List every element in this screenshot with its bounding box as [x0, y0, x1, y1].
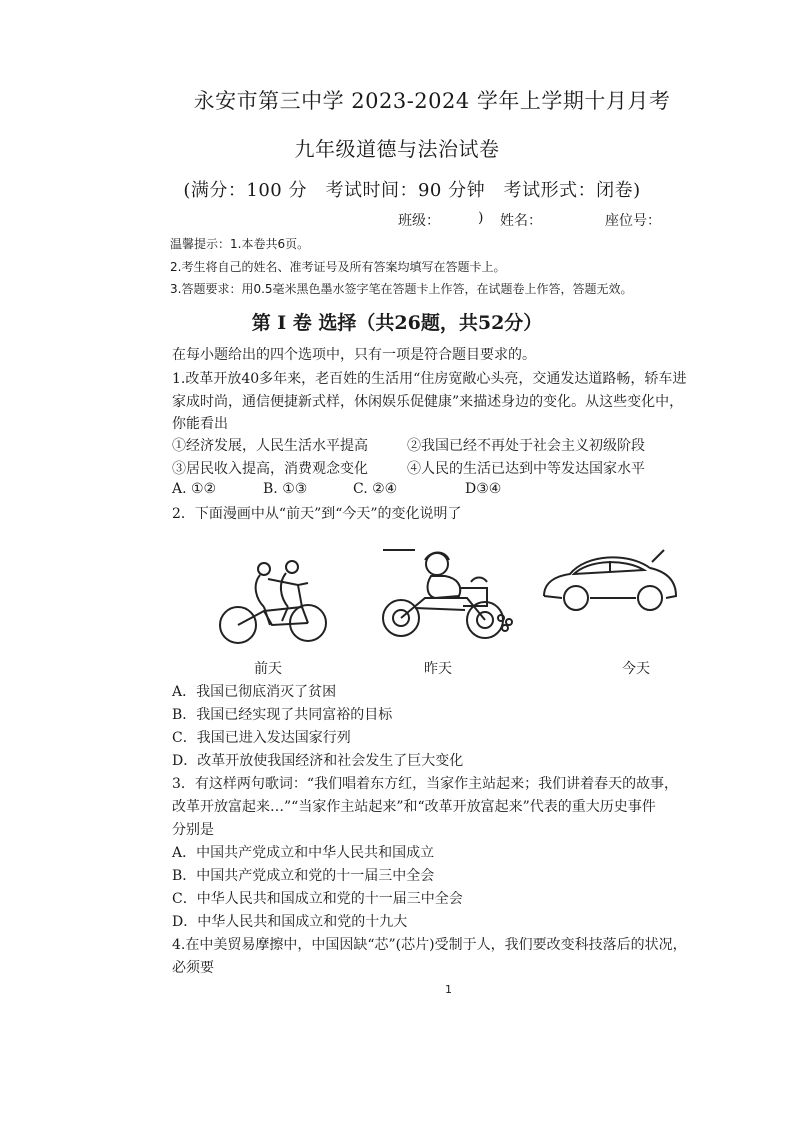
caption-today: 今天	[622, 661, 650, 677]
q2-option-a: A．我国已彻底消灭了贫困	[172, 684, 337, 700]
seat-label: 座位号：	[605, 213, 661, 229]
q1-option-c: C. ②④	[353, 481, 398, 497]
q1-option-d: D③④	[465, 481, 502, 497]
q1-statement-4: ④人民的生活已达到中等发达国家水平	[407, 461, 645, 477]
section-title: 第 I 卷 选择（共26题，共52分）	[251, 312, 543, 334]
note-2: 2.考生将自己的姓名、准考证号及所有答案均填写在答题卡上。	[170, 260, 506, 274]
q2-option-c: C．我国已进入发达国家行列	[172, 730, 351, 746]
exam-subtitle: 九年级道德与法治试卷	[294, 137, 500, 161]
q3-stem-line2: 改革开放富起来…”“当家作主站起来”和“改革开放富起来”代表的重大历史事件	[172, 799, 656, 815]
q2-option-b: B．我国已经实现了共同富裕的目标	[172, 707, 393, 723]
note-3: 3.答题要求：用0.5毫米黑色墨水签字笔在答题卡上作答，在试题卷上作答，答题无效。	[170, 282, 633, 296]
q3-stem-line1: 3．有这样两句歌词：“我们唱着东方红，当家作主站起来；我们讲着春天的故事，	[172, 776, 679, 792]
q1-stem-line3: 你能看出	[172, 416, 228, 432]
q3-stem-line3: 分别是	[172, 822, 214, 838]
q4-stem-line1: 4.在中美贸易摩擦中，中国因缺“芯”(芯片)受制于人，我们要改变科技落后的状况，	[172, 937, 687, 953]
q3-option-c: C．中华人民共和国成立和党的十一届三中全会	[172, 891, 463, 907]
q1-statement-3: ③居民收入提高，消费观念变化	[172, 461, 368, 477]
q1-stem-line1: 1.改革开放40多年来，老百姓的生活用“住房宽敞心头亮，交通发达道路畅，轿车进	[172, 371, 687, 387]
q1-statement-1: ①经济发展，人民生活水平提高	[172, 438, 368, 454]
car-cartoon	[540, 548, 680, 618]
q3-option-a: A．中国共产党成立和中华人民共和国成立	[172, 845, 435, 861]
class-bracket: )	[478, 210, 484, 226]
caption-yesterday: 昨天	[424, 661, 452, 677]
q1-stem-line2: 家成时尚，通信便捷新式样，休闲娱乐促健康”来描述身边的变化。从这些变化中，	[172, 394, 684, 410]
note-1: 温馨提示：1.本卷共6页。	[170, 237, 310, 251]
q1-statement-2: ②我国已经不再处于社会主义初级阶段	[407, 438, 645, 454]
caption-day-before-yesterday: 前天	[254, 661, 282, 677]
q3-option-d: D．中华人民共和国成立和党的十九大	[172, 914, 408, 930]
class-label: 班级：	[398, 213, 440, 229]
q1-option-b: B. ①③	[263, 481, 308, 497]
page-number: 1	[445, 983, 452, 996]
q2-option-d: D．改革开放使我国经济和社会发生了巨大变化	[172, 753, 464, 769]
section-instruction: 在每小题给出的四个选项中，只有一项是符合题目要求的。	[172, 347, 536, 363]
q3-option-b: B．中国共产党成立和党的十一届三中全会	[172, 868, 435, 884]
name-label: 姓名：	[500, 213, 542, 229]
bicycle-cartoon	[212, 555, 332, 650]
exam-info: (满分：100 分 考试时间：90 分钟 考试形式：闭卷)	[183, 180, 641, 201]
q1-option-a: A. ①②	[172, 481, 217, 497]
exam-title: 永安市第三中学 2023-2024 学年上学期十月月考	[193, 89, 671, 113]
q2-stem: 2．下面漫画中从“前天”到“今天”的变化说明了	[172, 506, 462, 522]
q4-stem-line2: 必须要	[172, 960, 214, 976]
motorcycle-cartoon	[375, 548, 525, 648]
